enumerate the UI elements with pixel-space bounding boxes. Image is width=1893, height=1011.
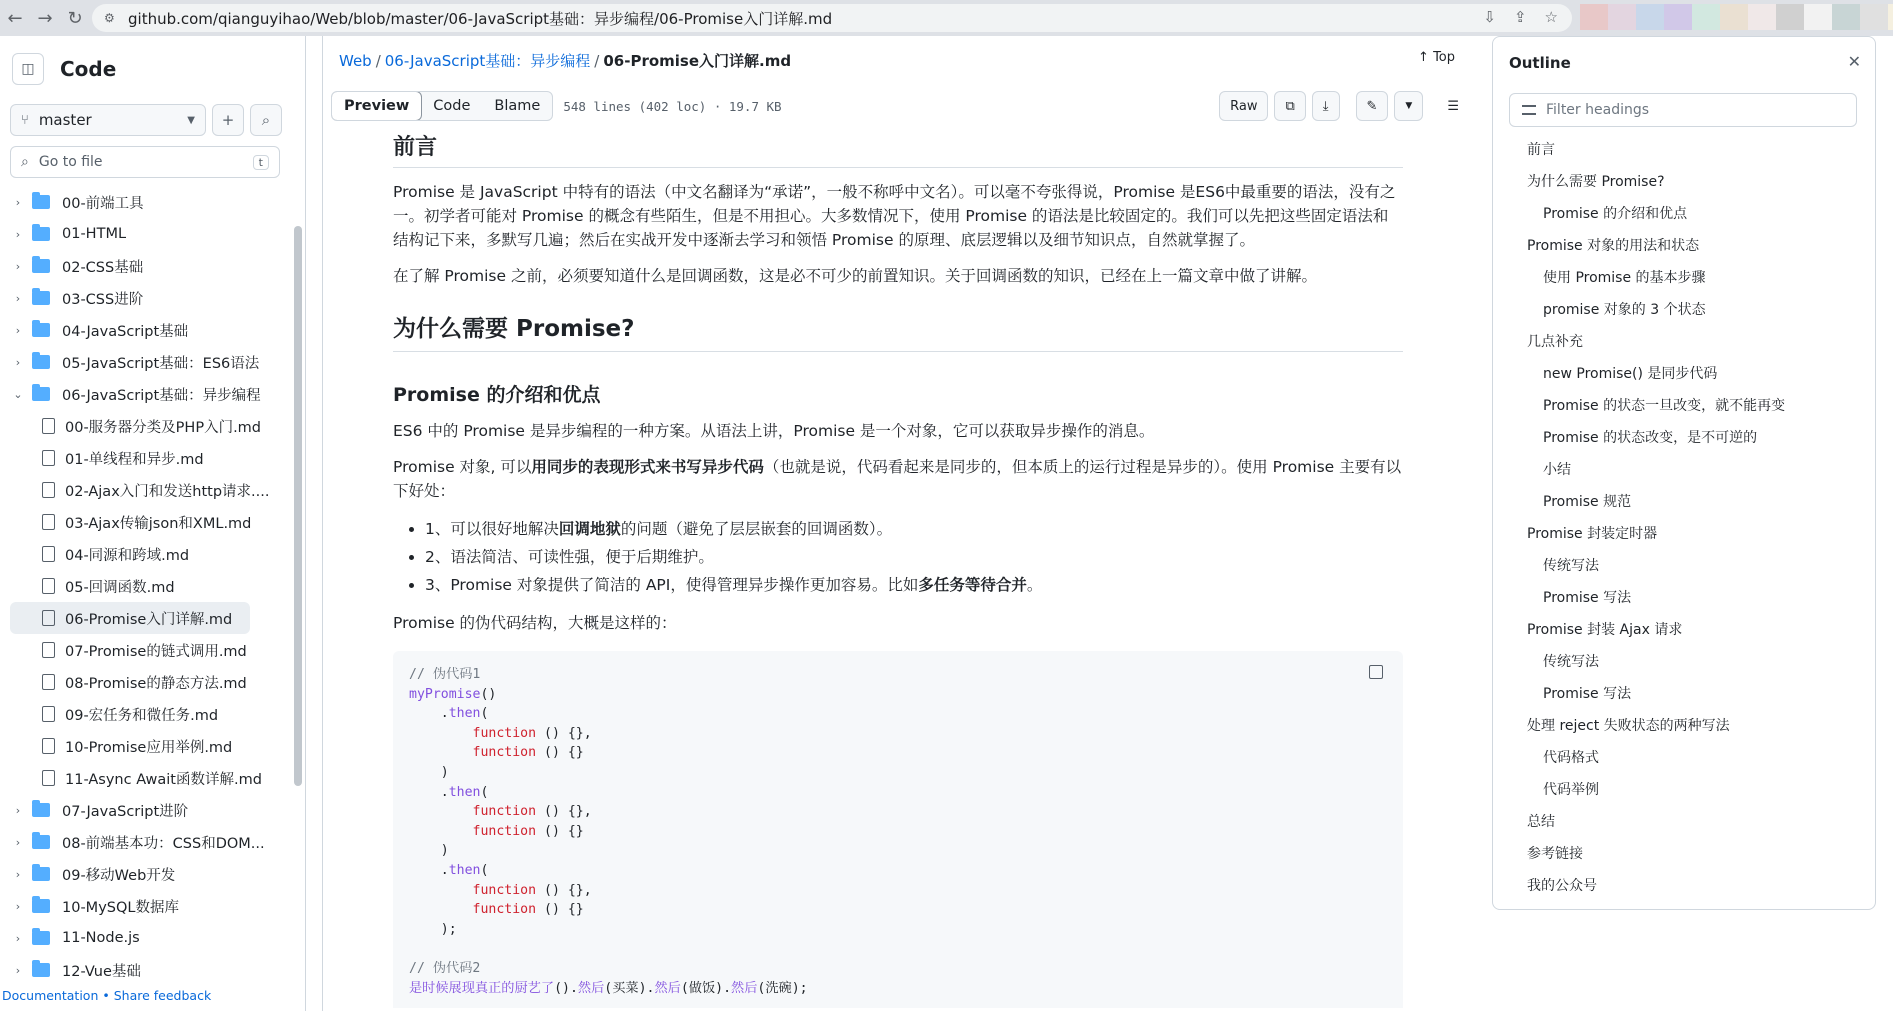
top-button[interactable] bbox=[1418, 50, 1455, 65]
file-toolbar bbox=[331, 88, 1469, 124]
outline-item[interactable]: 我的公众号 bbox=[1527, 878, 1597, 894]
branch-selector[interactable] bbox=[10, 104, 206, 136]
outline-item[interactable]: 代码举例 bbox=[1543, 782, 1599, 798]
tree-folder[interactable] bbox=[0, 858, 290, 890]
outline-list bbox=[1493, 133, 1877, 901]
bold-text: 用同步的表现形式来书写异步代码 bbox=[531, 458, 764, 476]
folder-icon bbox=[32, 195, 50, 209]
outline-item[interactable]: 几点补充 bbox=[1527, 334, 1583, 350]
copy-icon[interactable] bbox=[1369, 665, 1383, 679]
folder-icon bbox=[32, 259, 50, 273]
tree-item-label: 06-JavaScript基础：异步编程 bbox=[62, 387, 261, 404]
breadcrumb-sep: / bbox=[375, 52, 381, 70]
tree-item-label: 02-Ajax入门和发送http请求.... bbox=[65, 483, 270, 500]
search-icon: ⌕ bbox=[21, 154, 29, 170]
install-icon[interactable]: ⇩ bbox=[1483, 8, 1496, 26]
paragraph bbox=[393, 455, 1403, 503]
folder-icon bbox=[32, 227, 50, 241]
tab-preview[interactable]: Preview bbox=[331, 91, 422, 121]
code-fn: then bbox=[448, 862, 481, 878]
extension-icon[interactable] bbox=[1608, 4, 1636, 30]
address-bar[interactable] bbox=[92, 4, 1572, 32]
benefit-list bbox=[393, 515, 1403, 599]
tree-file[interactable] bbox=[0, 762, 290, 794]
code-keyword: function bbox=[472, 745, 537, 761]
tree-folder[interactable] bbox=[0, 282, 290, 314]
tree-item-label: 02-CSS基础 bbox=[62, 259, 144, 276]
bold-text: 回调地狱 bbox=[558, 520, 621, 538]
tree-folder[interactable] bbox=[0, 954, 290, 986]
outline-item[interactable]: promise 对象的 3 个状态 bbox=[1543, 302, 1706, 318]
tree-file[interactable] bbox=[0, 730, 290, 762]
filter-placeholder: Filter headings bbox=[1546, 102, 1650, 118]
search-button[interactable]: ⌕ bbox=[250, 104, 282, 136]
heading-promise-intro: Promise 的介绍和优点 bbox=[393, 384, 601, 406]
edit-icon[interactable]: ✎ bbox=[1356, 91, 1389, 121]
tree-file[interactable] bbox=[0, 634, 290, 666]
breadcrumb bbox=[339, 50, 791, 71]
paragraph: 在了解 Promise 之前，必须要知道什么是回调函数，这是必不可少的前置知识。关于回调函数的知识，已经在上一篇文章中做了讲解。 bbox=[393, 267, 1317, 285]
folder-icon bbox=[32, 323, 50, 337]
folder-icon bbox=[32, 835, 50, 849]
chevron-right-icon[interactable]: › bbox=[15, 931, 21, 945]
code-text: () {} bbox=[536, 902, 584, 918]
file-icon bbox=[42, 706, 55, 722]
tree-item-label: 04-JavaScript基础 bbox=[62, 323, 189, 340]
text: 3、Promise 对象提供了简洁的 API，使得管理异步操作更加容易。比如 bbox=[425, 576, 919, 594]
tree-item-label: 05-回调函数.md bbox=[65, 579, 175, 596]
text: 的问题（避免了层层嵌套的回调函数）。 bbox=[620, 520, 893, 538]
chevron-down-icon: ▼ bbox=[187, 114, 195, 126]
tree-item-label: 07-JavaScript进阶 bbox=[62, 803, 189, 820]
file-icon bbox=[42, 578, 55, 594]
tree-file[interactable] bbox=[0, 474, 290, 506]
chevron-right-icon[interactable]: › bbox=[15, 259, 21, 273]
code-punct: () bbox=[480, 686, 497, 702]
back-icon[interactable]: ← bbox=[7, 7, 23, 29]
file-icon bbox=[42, 642, 55, 658]
code-punct: . bbox=[440, 784, 449, 800]
tree-item-label: 03-Ajax传输json和XML.md bbox=[65, 515, 252, 532]
code-keyword: function bbox=[472, 823, 537, 839]
chevron-right-icon[interactable]: › bbox=[15, 835, 21, 849]
chevron-right-icon[interactable]: › bbox=[15, 899, 21, 913]
file-icon bbox=[42, 450, 55, 466]
extension-icon[interactable] bbox=[1776, 4, 1804, 30]
bold-text: 多任务等待合并 bbox=[918, 576, 1027, 594]
code-text: () {} bbox=[536, 745, 584, 761]
outline-item[interactable]: 处理 reject 失败状态的两种写法 bbox=[1527, 718, 1730, 734]
tree-item-label: 10-MySQL数据库 bbox=[62, 899, 179, 916]
tree-item-label: 05-JavaScript基础：ES6语法 bbox=[62, 355, 260, 372]
outline-item[interactable]: Promise 的状态改变，是不可逆的 bbox=[1543, 430, 1758, 446]
folder-icon bbox=[32, 867, 50, 881]
outline-item[interactable]: Promise 写法 bbox=[1543, 686, 1632, 702]
tree-item-label: 10-Promise应用举例.md bbox=[65, 739, 233, 756]
outline-item[interactable]: Promise 封装 Ajax 请求 bbox=[1527, 622, 1683, 638]
extension-icon[interactable] bbox=[1888, 4, 1893, 30]
code-text: () {} bbox=[536, 823, 584, 839]
tree-folder[interactable] bbox=[0, 794, 290, 826]
file-icon bbox=[42, 546, 55, 562]
tree-item-label: 11-Node.js bbox=[62, 930, 140, 946]
tree-item-label: 09-宏任务和微任务.md bbox=[65, 707, 219, 724]
add-file-button[interactable]: + bbox=[212, 104, 244, 136]
code-fn: 然后 bbox=[577, 980, 605, 996]
breadcrumb-repo[interactable]: Web bbox=[339, 52, 372, 70]
tree-item-label: 04-同源和跨域.md bbox=[65, 547, 190, 564]
code-punct: . bbox=[440, 862, 449, 878]
paragraph: ES6 中的 Promise 是异步编程的一种方案。从语法上讲，Promise 是一个对象，它可以获取异步操作的消息。 bbox=[393, 422, 1155, 440]
file-view bbox=[322, 36, 1477, 1011]
documentation-link[interactable]: Documentation bbox=[2, 988, 99, 1003]
go-to-file-input[interactable] bbox=[10, 146, 280, 178]
folder-icon bbox=[32, 803, 50, 817]
outline-panel bbox=[1492, 36, 1876, 910]
tree-folder[interactable] bbox=[0, 346, 290, 378]
forward-icon[interactable]: → bbox=[37, 7, 53, 29]
list-item bbox=[425, 571, 1403, 599]
footer-separator: • bbox=[102, 988, 110, 1003]
filter-headings-input[interactable] bbox=[1509, 93, 1857, 127]
text: 1、可以很好地解决 bbox=[425, 520, 559, 538]
tree-item-label: 01-单线程和异步.md bbox=[65, 451, 204, 468]
tree-item-label: 08-前端基本功：CSS和DOM... bbox=[62, 835, 265, 852]
tree-item-label: 09-移动Web开发 bbox=[62, 867, 176, 884]
branch-name: master bbox=[38, 111, 92, 129]
folder-icon bbox=[32, 899, 50, 913]
extension-icon[interactable] bbox=[1748, 4, 1776, 30]
outline-item[interactable]: Promise 写法 bbox=[1543, 590, 1632, 606]
code-fn: then bbox=[448, 706, 481, 722]
code-punct: ) bbox=[440, 843, 449, 859]
share-feedback-link[interactable]: Share feedback bbox=[113, 988, 212, 1003]
code-text: (买菜). bbox=[604, 980, 655, 996]
url-text: github.com/qianguyihao/Web/blob/master/06-JavaScript基础：异步编程/06-Promise入门详解.md bbox=[128, 9, 833, 28]
extension-icon[interactable] bbox=[1832, 4, 1860, 30]
file-icon bbox=[42, 610, 55, 626]
code-keyword: function bbox=[472, 725, 537, 741]
heading-why-promise: 为什么需要 Promise? bbox=[393, 310, 1403, 352]
breadcrumb-file: 06-Promise入门详解.md bbox=[603, 52, 792, 70]
text: 。 bbox=[1026, 576, 1043, 594]
reload-icon[interactable]: ↻ bbox=[67, 7, 83, 29]
text: Promise 对象, 可以 bbox=[393, 458, 532, 476]
chevron-right-icon[interactable]: › bbox=[15, 963, 21, 977]
folder-icon bbox=[32, 963, 50, 977]
outline-item[interactable]: Promise 对象的用法和状态 bbox=[1527, 238, 1700, 254]
close-icon[interactable]: ✕ bbox=[1847, 52, 1861, 71]
site-info-icon[interactable]: ⚙ bbox=[104, 11, 115, 25]
outline-item[interactable]: 使用 Promise 的基本步骤 bbox=[1543, 270, 1706, 286]
outline-list-icon[interactable]: ☰ bbox=[1447, 98, 1459, 114]
sidebar-scrollbar[interactable] bbox=[294, 226, 302, 786]
chevron-right-icon[interactable]: › bbox=[15, 323, 21, 337]
view-tabs bbox=[331, 91, 553, 121]
branch-icon: ⑂ bbox=[21, 112, 29, 128]
code-text: (做饭). bbox=[680, 980, 732, 996]
tree-folder[interactable] bbox=[0, 218, 290, 250]
outline-item[interactable]: Promise 的介绍和优点 bbox=[1543, 206, 1688, 222]
paragraph: Promise 是 JavaScript 中特有的语法（中文名翻译为“承诺”，一般不称呼中文名）。可以毫不夸张得说，Promise 是ES6中最重要的语法，没有之一。初学者可能对 Promise 的概念有些陌生，但是不用担心。大多数情况下，使用 Promise 的语法是比较固定的。我们可以先把这些固定语法和结构记下来，多默写几遍；然后在实战开发中逐渐去学习和领悟 Promise 的原理、底层逻辑以及细节知识点，自然就掌握了。 bbox=[393, 183, 1396, 249]
folder-icon bbox=[32, 387, 50, 401]
extension-icon[interactable] bbox=[1636, 4, 1664, 30]
outline-title: Outline bbox=[1509, 54, 1571, 72]
file-tree-sidebar bbox=[0, 36, 306, 1011]
chevron-right-icon[interactable]: › bbox=[15, 291, 21, 305]
tree-folder[interactable] bbox=[0, 890, 290, 922]
text: （也就是说，代码看起来是同步的，但本质上的运行过程是异步的）。使用 Promise 主要有以下好处： bbox=[393, 458, 1402, 500]
outline-item[interactable]: 小结 bbox=[1543, 462, 1571, 478]
outline-item[interactable]: 为什么需要 Promise? bbox=[1527, 174, 1665, 190]
code-text: () {}, bbox=[536, 725, 592, 741]
code-fn: 是时候展现真正的厨艺了 bbox=[409, 980, 555, 996]
chevron-right-icon[interactable]: › bbox=[15, 803, 21, 817]
code-fn: then bbox=[448, 784, 481, 800]
top-label: Top bbox=[1433, 50, 1455, 65]
outline-item[interactable]: 传统写法 bbox=[1543, 654, 1599, 670]
tree-item-label: 07-Promise的链式调用.md bbox=[65, 643, 247, 660]
extension-icon[interactable] bbox=[1580, 4, 1608, 30]
code-punct: ( bbox=[480, 862, 489, 878]
browser-toolbar bbox=[0, 0, 1893, 36]
outline-item[interactable]: Promise 规范 bbox=[1543, 494, 1632, 510]
chevron-down-icon[interactable]: ⌄ bbox=[13, 387, 23, 401]
chevron-right-icon[interactable]: › bbox=[15, 227, 21, 241]
heading-preface: 前言 bbox=[393, 130, 1403, 168]
tree-item-label: 01-HTML bbox=[62, 226, 127, 242]
tree-folder[interactable] bbox=[0, 378, 290, 410]
shortcut-key: t bbox=[253, 155, 269, 170]
outline-item[interactable]: 传统写法 bbox=[1543, 558, 1599, 574]
file-icon bbox=[42, 482, 55, 498]
code-text: (洗碗); bbox=[757, 980, 808, 996]
outline-item[interactable]: 代码格式 bbox=[1543, 750, 1599, 766]
tree-file[interactable] bbox=[0, 410, 290, 442]
breadcrumb-sep: / bbox=[594, 52, 600, 70]
edit-options-chevron-icon[interactable]: ▼ bbox=[1394, 91, 1423, 121]
tree-item-label: 06-Promise入门详解.md bbox=[65, 611, 233, 628]
code-text: () {}, bbox=[536, 882, 592, 898]
file-icon bbox=[42, 514, 55, 530]
outline-item[interactable]: 总结 bbox=[1527, 814, 1555, 830]
tree-file[interactable] bbox=[0, 506, 290, 538]
tree-item-label: 11-Async Await函数详解.md bbox=[65, 771, 262, 788]
extension-icon[interactable] bbox=[1720, 4, 1748, 30]
outline-item[interactable]: 前言 bbox=[1527, 142, 1555, 158]
tree-file[interactable] bbox=[0, 570, 290, 602]
tree-item-label: 12-Vue基础 bbox=[62, 963, 141, 980]
outline-item[interactable]: new Promise() 是同步代码 bbox=[1543, 366, 1718, 382]
extension-icon[interactable] bbox=[1804, 4, 1832, 30]
code-fn: 然后 bbox=[731, 980, 758, 996]
filter-icon bbox=[1522, 105, 1536, 115]
tree-file[interactable] bbox=[10, 602, 250, 634]
file-icon bbox=[42, 418, 55, 434]
tree-item-label: 08-Promise的静态方法.md bbox=[65, 675, 247, 692]
bookmark-star-icon[interactable]: ☆ bbox=[1544, 8, 1558, 26]
code-keyword: function bbox=[472, 804, 537, 820]
code-punct: . bbox=[440, 706, 449, 722]
outline-item[interactable]: 参考链接 bbox=[1527, 846, 1583, 862]
paragraph: Promise 的伪代码结构，大概是这样的： bbox=[393, 614, 677, 632]
tree-folder[interactable] bbox=[0, 250, 290, 282]
chevron-right-icon[interactable]: › bbox=[15, 867, 21, 881]
code-text: (). bbox=[554, 980, 578, 996]
raw-button[interactable]: Raw bbox=[1219, 91, 1268, 121]
list-item: • 2、语法简洁、可读性强，便于后期维护。 bbox=[425, 543, 1403, 571]
code-punct: ); bbox=[440, 921, 457, 937]
code-fn: myPromise bbox=[409, 686, 481, 702]
tree-file[interactable] bbox=[0, 442, 290, 474]
sidebar-collapse-icon[interactable]: ◫ bbox=[12, 53, 44, 85]
copy-raw-icon[interactable]: ⧉ bbox=[1274, 91, 1305, 121]
code-comment: // 伪代码1 bbox=[409, 667, 481, 682]
arrow-up-icon: ↑ bbox=[1418, 50, 1434, 65]
code-fn: 然后 bbox=[654, 980, 681, 996]
breadcrumb-folder[interactable]: 06-JavaScript基础：异步编程 bbox=[384, 52, 591, 70]
go-to-file-placeholder: Go to file bbox=[38, 154, 103, 170]
share-icon[interactable]: ⇪ bbox=[1513, 8, 1527, 26]
tree-item-label: 00-前端工具 bbox=[62, 195, 144, 212]
chevron-right-icon[interactable]: › bbox=[15, 195, 21, 209]
markdown-body bbox=[393, 128, 1403, 1008]
sidebar-title: Code bbox=[60, 57, 117, 81]
file-info: 548 lines (402 loc) · 19.7 KB bbox=[563, 98, 782, 114]
folder-icon bbox=[32, 931, 50, 945]
folder-icon bbox=[32, 355, 50, 369]
tree-item-label: 03-CSS进阶 bbox=[62, 291, 144, 308]
tree-file[interactable] bbox=[0, 698, 290, 730]
folder-icon bbox=[32, 291, 50, 305]
file-tree bbox=[0, 186, 290, 986]
extension-icon[interactable] bbox=[1664, 4, 1692, 30]
file-icon bbox=[42, 674, 55, 690]
file-icon bbox=[42, 770, 55, 786]
outline-item[interactable]: Promise 的状态一旦改变，就不能再变 bbox=[1543, 398, 1786, 414]
chevron-right-icon[interactable]: › bbox=[15, 355, 21, 369]
list-item bbox=[425, 515, 1403, 543]
extension-icons bbox=[1580, 4, 1893, 30]
tree-item-label: 00-服务器分类及PHP入门.md bbox=[65, 419, 262, 436]
code-comment: // 伪代码2 bbox=[409, 960, 481, 976]
code-punct: ) bbox=[440, 764, 449, 780]
file-icon bbox=[42, 738, 55, 754]
tree-file[interactable] bbox=[0, 666, 290, 698]
tree-file[interactable] bbox=[0, 538, 290, 570]
code-punct: ( bbox=[480, 784, 489, 800]
extension-icon[interactable] bbox=[1860, 4, 1888, 30]
outline-item[interactable]: Promise 封装定时器 bbox=[1527, 526, 1658, 542]
download-icon[interactable]: ⤓ bbox=[1312, 91, 1340, 121]
tab-code[interactable]: Code bbox=[433, 98, 471, 114]
tree-folder[interactable] bbox=[0, 314, 290, 346]
code-punct: ( bbox=[480, 706, 489, 722]
code-block[interactable] bbox=[393, 651, 1403, 1008]
tab-blame[interactable]: Blame bbox=[494, 98, 541, 114]
code-keyword: function bbox=[472, 902, 537, 918]
code-text: () {}, bbox=[536, 804, 592, 820]
extension-icon[interactable] bbox=[1692, 4, 1720, 30]
tree-folder[interactable] bbox=[0, 186, 290, 218]
code-keyword: function bbox=[472, 882, 537, 898]
tree-folder[interactable] bbox=[0, 922, 290, 954]
tree-folder[interactable] bbox=[0, 826, 290, 858]
sidebar-footer bbox=[0, 988, 211, 1003]
